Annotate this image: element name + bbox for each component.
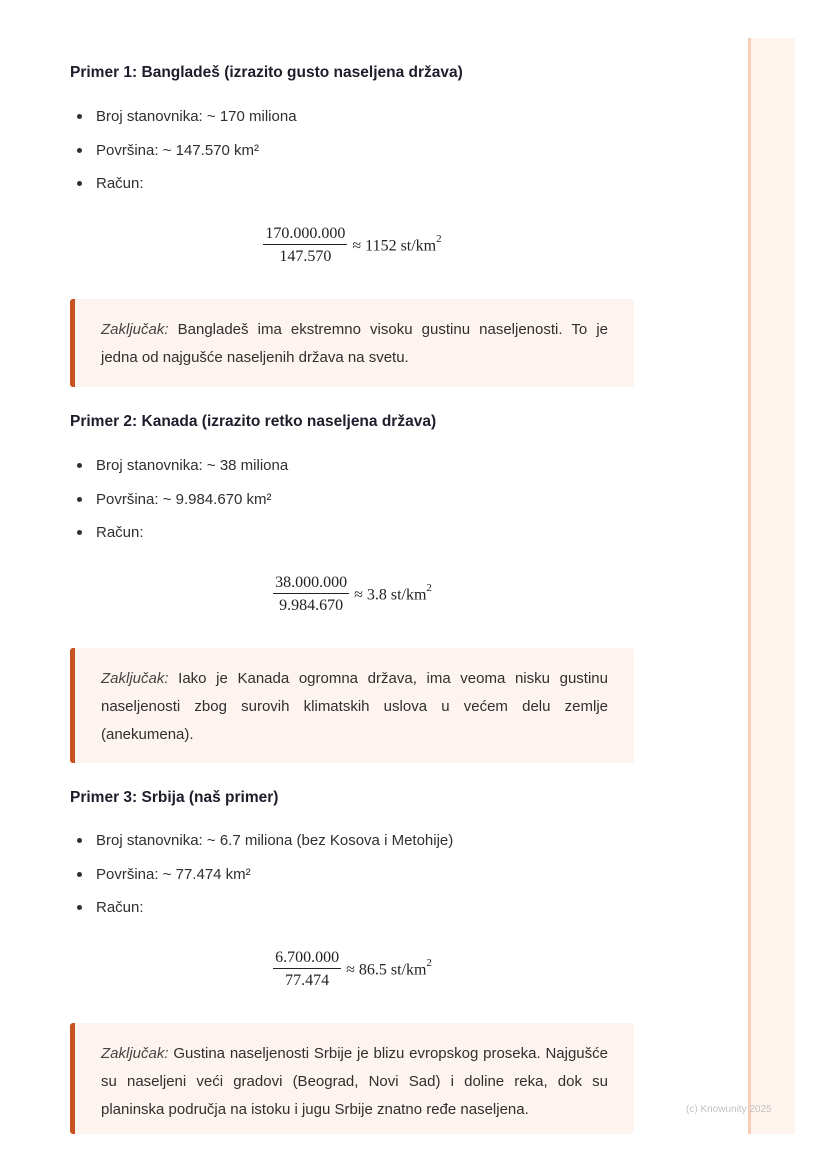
denominator: 147.570 xyxy=(279,248,332,265)
result-text: ≈ 1152 st/km xyxy=(352,237,437,255)
conclusion-text: Gustina naseljenosti Srbije je blizu evropskog proseka. Najgušće su naseljeni veći gradovi (Beograd, Novi Sad) i doline reka, dok su planinska područja na istoku i jugu Srbije znatno ređe naseljena. xyxy=(101,1045,608,1118)
list-item: Račun: xyxy=(70,174,297,208)
example-2-title: Primer 2: Kanada (izrazito retko naseljena država) xyxy=(70,413,437,430)
example-2-conclusion xyxy=(70,648,634,763)
conclusion-label: Zaključak: xyxy=(101,1045,169,1062)
formula-result xyxy=(352,232,442,255)
fraction xyxy=(263,224,347,266)
result-text: ≈ 3.8 st/km xyxy=(354,586,427,604)
formula-result xyxy=(346,956,432,979)
denominator: 9.984.670 xyxy=(279,597,344,614)
copyright-footer: (c) Knowunity 2025 xyxy=(686,1104,772,1115)
denominator: 77.474 xyxy=(285,972,330,989)
result-text: ≈ 86.5 st/km xyxy=(346,961,427,979)
example-2-formula xyxy=(70,573,635,615)
example-3-title: Primer 3: Srbija (naš primer) xyxy=(70,789,279,806)
example-2-bullets xyxy=(70,456,288,557)
list-item: Površina: ~ 77.474 km² xyxy=(70,865,453,899)
example-1-title: Primer 1: Bangladeš (izrazito gusto naseljena država) xyxy=(70,64,463,81)
numerator: 6.700.000 xyxy=(273,948,341,969)
conclusion-label: Zaključak: xyxy=(101,321,169,338)
example-3-formula xyxy=(70,948,635,990)
numerator: 38.000.000 xyxy=(273,573,349,594)
list-item: Broj stanovnika: ~ 38 miliona xyxy=(70,456,288,490)
example-3-conclusion xyxy=(70,1023,634,1134)
list-item: Površina: ~ 9.984.670 km² xyxy=(70,490,288,524)
numerator: 170.000.000 xyxy=(263,224,347,245)
conclusion-text: Bangladeš ima ekstremno visoku gustinu naseljenosti. To je jedna od najgušće naseljenih država na svetu. xyxy=(101,321,608,366)
conclusion-text: Iako je Kanada ogromna država, ima veoma nisku gustinu naseljenosti zbog surovih klimatskih uslova u većem delu zemlje (anekumena). xyxy=(101,670,608,743)
example-1-bullets xyxy=(70,107,297,208)
example-3-bullets xyxy=(70,831,453,932)
list-item: Površina: ~ 147.570 km² xyxy=(70,141,297,175)
list-item: Račun: xyxy=(70,898,453,932)
fraction xyxy=(273,948,341,990)
conclusion-label: Zaključak: xyxy=(101,670,169,687)
fraction xyxy=(273,573,349,615)
example-1-conclusion xyxy=(70,299,634,387)
exponent: 2 xyxy=(426,956,432,969)
exponent: 2 xyxy=(426,581,432,594)
list-item: Račun: xyxy=(70,523,288,557)
exponent: 2 xyxy=(436,232,442,245)
side-panel xyxy=(748,38,795,1134)
list-item: Broj stanovnika: ~ 170 miliona xyxy=(70,107,297,141)
example-1-formula xyxy=(70,224,635,266)
list-item: Broj stanovnika: ~ 6.7 miliona (bez Kosova i Metohije) xyxy=(70,831,453,865)
formula-result xyxy=(354,581,432,604)
